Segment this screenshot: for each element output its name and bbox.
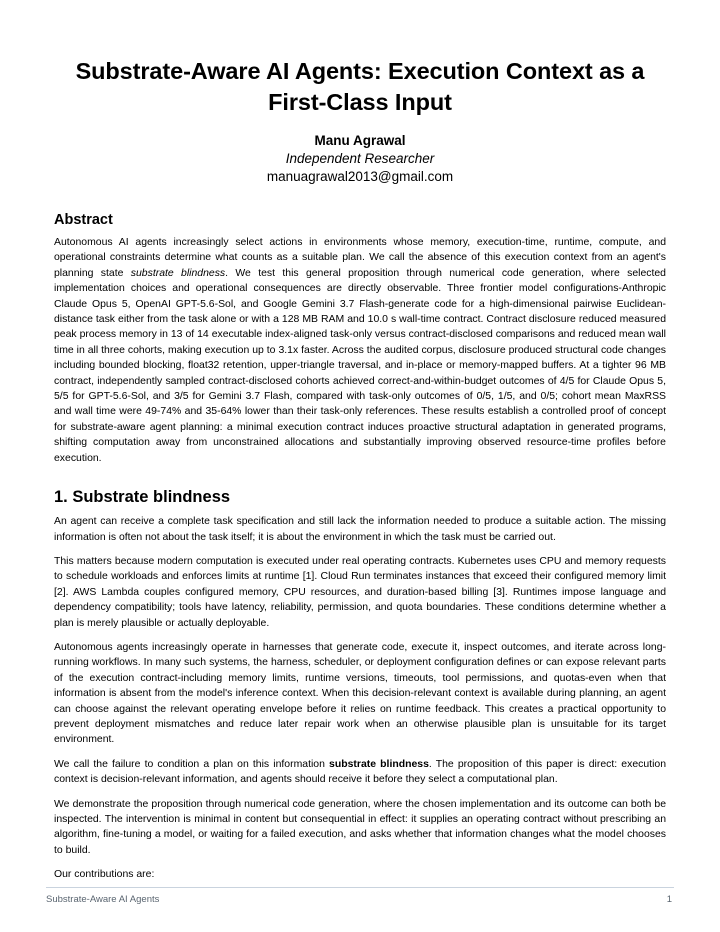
footer-divider — [46, 887, 674, 888]
section-1-paragraph-6: Our contributions are: — [54, 869, 155, 881]
paper-title: Substrate-Aware AI Agents: Execution Context as a First-Class Input — [75, 58, 645, 115]
author-email: manuagrawal2013@gmail.com — [266, 169, 454, 184]
section-1-paragraph-3: Autonomous agents increasingly operate in harnesses that generate code, execute it, inspect outcomes, and iterate across long-running workflows. In many such systems, the harness, scheduler, or deployment configuration defines or can expose relevant parts of the execution contract-including memory limits, runtime versions, timeouts, tool permissions, and quotas-even when that information is absent from the model's inference context. When this decision-relevant context is available during planning, an agent can choose against the relevant operating envelope before it relies on runtime feedback. This creates a practical opportunity to prevent deployment mismatches and reduce later repair work when an otherwise plausible plan is unsuitable for its target environment. — [54, 641, 666, 746]
abstract-heading: Abstract — [54, 212, 113, 228]
footer-page-number: 1 — [666, 894, 672, 905]
section-1-heading: 1. Substrate blindness — [54, 488, 231, 507]
footer-running-title: Substrate-Aware AI Agents — [46, 894, 160, 905]
section-1-paragraph-5: We demonstrate the proposition through numerical code generation, where the chosen implementation and its outcome can both be inspected. The intervention is minimal in content but consequential in effect: it supplies an operating contract without prescribing an algorithm, fine-tuning a model, or waiting for a failed execution, and asks whether that information changes what the model chooses to build. — [54, 798, 666, 856]
paragraph-4-text-a: We call the failure to condition a plan on this information — [54, 758, 330, 770]
section-1-paragraph-1: An agent can receive a complete task specification and still lack the information needed to produce a suitable action. The missing information is often not about the task itself; it is about the environment in which the task must be carried out. — [54, 516, 666, 543]
abstract-text-1: Autonomous AI agents increasingly select actions in environments whose memory, execution-time, runtime, compute, and operational constraints determine what counts as a suitable plan. We call the absence of this execution context from an agent's planning state — [54, 237, 666, 279]
abstract-text-2: . We test this general proposition through numerical code generation, where selected implementation choices and operational consequences are directly observable. Three frontier model configurations-Anthropic Claude Opus 5, OpenAI GPT-5.6-Sol, and Google Gemini 3.7 Flash-generate code for a high-dimensional pairwise Euclidean-distance task either from the task alone or with a 128 MB RAM and 10.0 s wall-time contract. Contract disclosure reduced measured peak process memory in 13 of 14 executable index-aligned task-only versus contract-disclosed comparisons and reduced mean wall time in all three cohorts, making execution up to 3.1x faster. Across the audited corpus, disclosure produced structural code changes including bounded blocking, float32 retention, upper-triangle traversal, and in-place or memory-mapped buffers. At a tighter 96 MB contract, independently sampled contract-disclosed cohorts achieved correct-and-within-budget outcomes of 4/5 for Claude Opus 5, 5/5 for GPT-5.6-Sol, and 3/5 for Gemini 3.7 Flash, compared with task-only outcomes of 0/5, 1/5, and 0/5; cohort mean MaxRSS and wall time were 49-74% and 35-64% lower than their task-only references. These results establish a controlled proof of concept for substrate-aware agent planning: a minimal execution contract induces proactive structural adaptation in generated programs, shifting computation away from unconstrained allocations and substantially improving observed resource-time profiles before execution. — [54, 267, 666, 464]
author-affiliation: Independent Researcher — [285, 151, 435, 166]
abstract-paragraph — [54, 235, 666, 466]
abstract-emphasis: substrate blindness — [130, 267, 226, 279]
author-name: Manu Agrawal — [314, 133, 406, 148]
paper-page — [54, 0, 666, 892]
paragraph-4-text-b: . The proposition of this paper is direct: execution context is decision-relevant information, and agents should receive it before they select a computational plan. — [54, 758, 666, 786]
paragraph-4-strong: substrate blindness — [329, 758, 429, 770]
author-block — [54, 132, 666, 186]
section-1-paragraph-2: This matters because modern computation is executed under real operating contracts. Kubernetes uses CPU and memory requests to schedule workloads and enforces limits at runtime [1]. Cloud Run terminates instances that exceed their configured memory limit [2]. AWS Lambda couples configured memory, CPU resources, and duration-based billing [3]. Runtimes impose language and dependency compatibility; tools have latency, reliability, permission, and quota boundaries. These conditions determine whether a plan is merely plausible or actually deployable. — [54, 555, 666, 629]
section-1-paragraph-4 — [54, 757, 666, 788]
